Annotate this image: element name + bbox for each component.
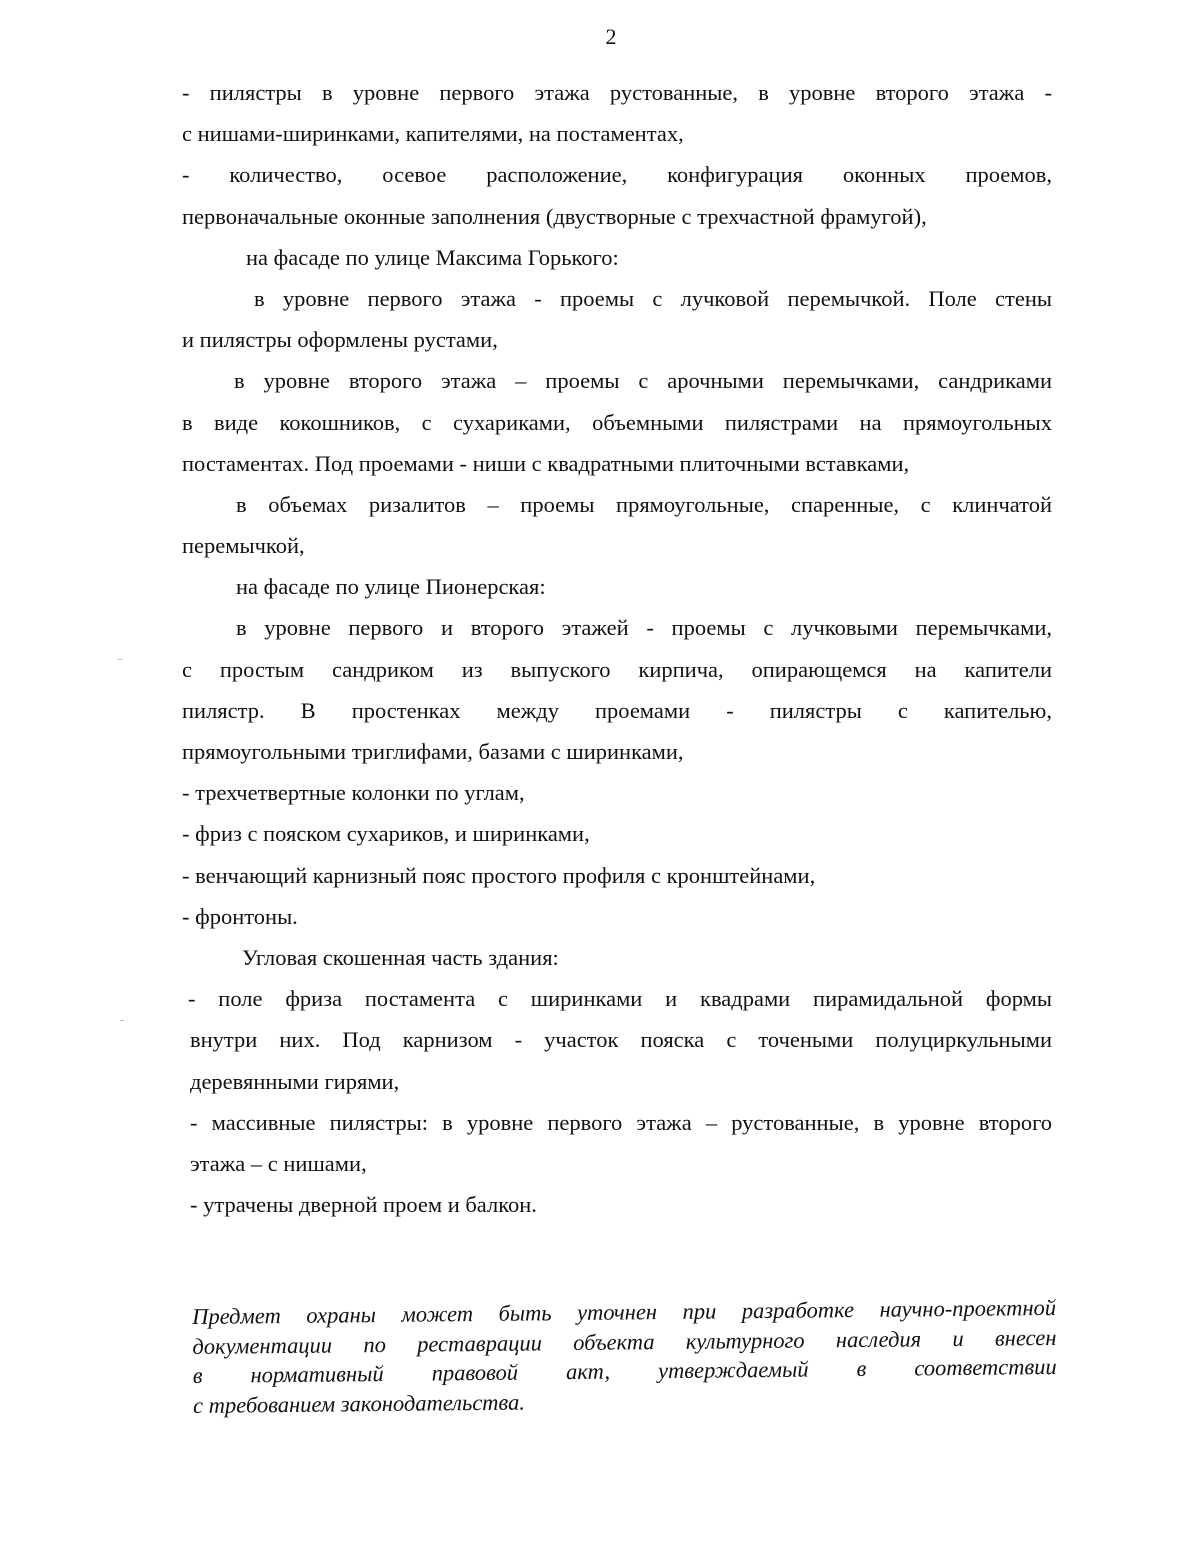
text-line: - утрачены дверной проем и балкон.: [190, 1192, 537, 1218]
text-line: - венчающий карнизный пояс простого профиля с кронштейнами,: [182, 862, 816, 888]
text-line: прямоугольными триглифами, базами с ширинками,: [182, 739, 684, 764]
text-line: в виде кокошников, с сухариками, объемными пилястрами на прямоугольных: [182, 409, 1052, 435]
page-number: 2: [605, 24, 617, 49]
text-line: деревянными гирями,: [190, 1068, 400, 1094]
document-body: [182, 72, 1052, 1225]
note-line: в нормативный правовой акт, утверждаемый в соответствии: [192, 1353, 1057, 1388]
text-line: - пилястры в уровне первого этажа рустованные, в уровне второго этажа -: [182, 80, 1052, 105]
text-line: и пилястры оформлены рустами,: [182, 327, 498, 353]
text-line: внутри них. Под карнизом - участок пояска с точеными полуциркульными: [190, 1027, 1052, 1053]
note-line: Предмет охраны может быть уточнен при разработке научно-проектной: [192, 1294, 1057, 1329]
text-line: - поле фриза постамента с ширинками и квадрами пирамидальной формы: [188, 986, 1052, 1012]
text-line: в уровне первого этажа - проемы с лучковой перемычкой. Поле стены: [254, 285, 1052, 311]
text-line: - трехчетвертные колонки по углам,: [182, 780, 525, 806]
text-line: на фасаде по улице Пионерская:: [236, 574, 546, 600]
text-line: - массивные пилястры: в уровне первого этажа – рустованные, в уровне второго: [190, 1109, 1052, 1135]
text-line: в объемах ризалитов – проемы прямоугольные, спаренные, с клинчатой: [236, 491, 1052, 517]
text-line: в уровне второго этажа – проемы с арочными перемычками, сандриками: [234, 368, 1052, 394]
text-line: - количество, осевое расположение, конфигурация оконных проемов,: [182, 162, 1052, 188]
text-line: постаментах. Под проемами - ниши с квадратными плиточными вставками,: [182, 450, 910, 476]
text-line: этажа – с нишами,: [190, 1150, 367, 1176]
text-line: Угловая скошенная часть здания:: [242, 944, 559, 970]
text-line: с нишами-ширинками, капителями, на постаментах,: [182, 121, 684, 147]
scan-speck: [118, 659, 122, 660]
text-line: первоначальные оконные заполнения (двустворные с трехчастной фрамугой),: [182, 203, 927, 229]
text-line: - фронтоны.: [182, 903, 298, 929]
text-line: пилястр. В простенках между проемами - пилястры с капителью,: [182, 697, 1052, 723]
note-line: документации по реставрации объекта культурного наследия и внесен: [192, 1324, 1057, 1359]
text-line: в уровне первого и второго этажей - проемы с лучковыми перемычками,: [236, 615, 1052, 641]
text-line: перемычкой,: [182, 533, 305, 559]
note-line: с требованием законодательства.: [192, 1389, 526, 1418]
text-line: - фриз с пояском сухариков, и ширинками,: [182, 821, 590, 847]
scan-speck: [120, 1020, 124, 1021]
text-line: на фасаде по улице Максима Горького:: [246, 244, 619, 270]
legal-note: [192, 1293, 1057, 1420]
text-line: с простым сандриком из выпуского кирпича, опирающемся на капители: [182, 656, 1052, 682]
